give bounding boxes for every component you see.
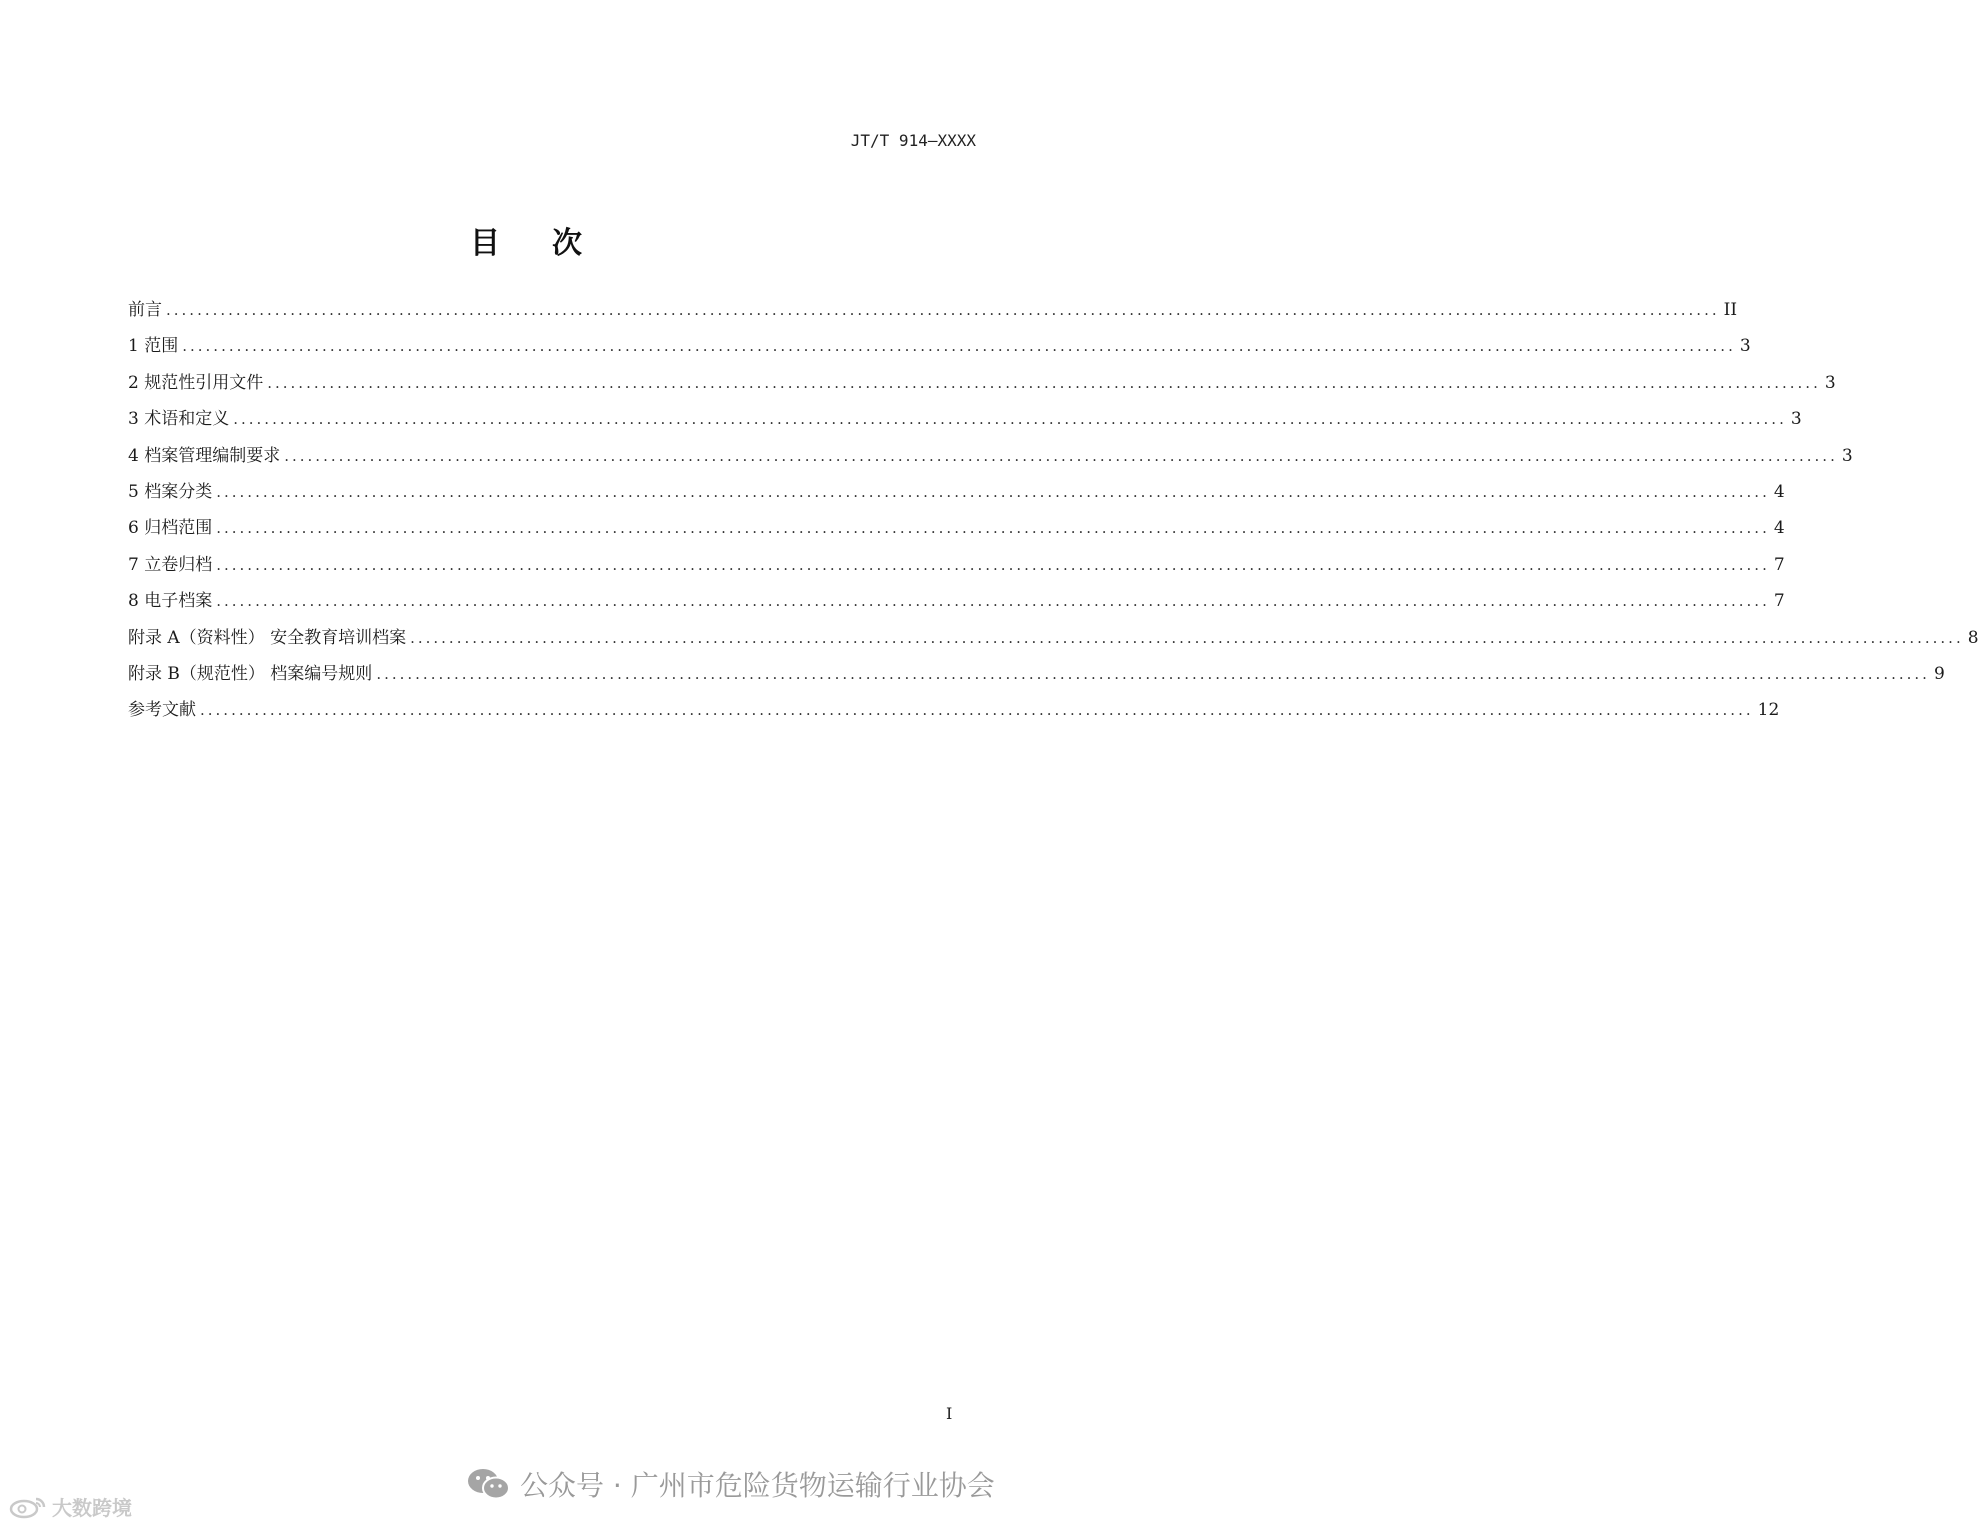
page-number: I bbox=[946, 1404, 953, 1423]
toc-entry[interactable] bbox=[128, 624, 1979, 660]
toc-entry-label: 2 规范性引用文件 bbox=[128, 372, 264, 393]
toc-entry-page: 3 bbox=[1824, 372, 1836, 393]
toc-entry-label: 6 归档范围 bbox=[128, 518, 213, 539]
toc-entry-label: 前言 bbox=[128, 300, 162, 320]
toc-entry-page: 4 bbox=[1773, 481, 1785, 502]
dot-leader: ........................................................................................................................................................................................................ bbox=[216, 555, 1770, 574]
weibo-logo-icon bbox=[8, 1495, 48, 1519]
toc-entry-label: 3 术语和定义 bbox=[128, 409, 230, 430]
standard-code: JT/T 914—XXXX bbox=[850, 131, 976, 150]
wechat-account-name: 公众号 · 广州市危险货物运输行业协会 bbox=[520, 1469, 995, 1502]
toc-entry-page: 3 bbox=[1739, 336, 1751, 357]
toc-entry-label: 参考文献 bbox=[128, 700, 196, 721]
toc-entry-page: 7 bbox=[1773, 591, 1785, 612]
toc-entry-label: 1 范围 bbox=[128, 336, 179, 357]
toc-entry-label: 附录 B（规范性） 档案编号规则 bbox=[128, 663, 373, 684]
toc-entry-page: 3 bbox=[1790, 409, 1802, 430]
dot-leader: ........................................................................................................................................................................................................ bbox=[267, 373, 1821, 392]
page-title: 目次 bbox=[470, 226, 634, 261]
table-of-contents bbox=[128, 296, 1979, 733]
toc-entry-page: II bbox=[1723, 300, 1738, 320]
toc-entry[interactable] bbox=[128, 478, 1785, 514]
toc-entry-label: 8 电子档案 bbox=[128, 591, 213, 612]
toc-entry[interactable] bbox=[128, 405, 1802, 441]
toc-entry[interactable] bbox=[128, 332, 1751, 368]
watermark bbox=[8, 1492, 132, 1521]
toc-entry-label: 附录 A（资料性） 安全教育培训档案 bbox=[128, 627, 407, 648]
dot-leader: ........................................................................................................................................................................................................ bbox=[166, 301, 1720, 319]
toc-entry-label: 4 档案管理编制要求 bbox=[128, 445, 281, 466]
toc-entry-label: 7 立卷归档 bbox=[128, 554, 213, 575]
dot-leader: ........................................................................................................................................................................................................ bbox=[216, 592, 1770, 611]
dot-leader: ........................................................................................................................................................................................................ bbox=[216, 519, 1770, 538]
toc-entry-page: 7 bbox=[1773, 554, 1785, 575]
wechat-account-footer[interactable] bbox=[466, 1464, 995, 1504]
toc-entry[interactable] bbox=[128, 551, 1785, 587]
dot-leader: ........................................................................................................................................................................................................ bbox=[216, 482, 1770, 501]
toc-entry-page: 9 bbox=[1933, 663, 1945, 684]
toc-entry[interactable] bbox=[128, 587, 1785, 623]
toc-entry[interactable] bbox=[128, 514, 1785, 550]
toc-entry-page: 12 bbox=[1757, 700, 1780, 721]
toc-entry[interactable] bbox=[128, 696, 1780, 732]
toc-entry-page: 8 bbox=[1967, 627, 1979, 648]
toc-entry[interactable] bbox=[128, 442, 1853, 478]
toc-entry-page: 3 bbox=[1841, 445, 1853, 466]
dot-leader: ........................................................................................................................................................................................................ bbox=[182, 337, 1736, 356]
dot-leader: ........................................................................................................................................................................................................ bbox=[284, 446, 1838, 465]
toc-entry-page: 4 bbox=[1773, 518, 1785, 539]
toc-entry[interactable] bbox=[128, 660, 1945, 696]
toc-entry[interactable] bbox=[128, 369, 1836, 405]
wechat-icon bbox=[466, 1467, 512, 1501]
toc-entry[interactable] bbox=[128, 296, 1738, 332]
dot-leader: ........................................................................................................................................................................................................ bbox=[200, 701, 1754, 720]
dot-leader: ........................................................................................................................................................................................................ bbox=[233, 410, 1787, 429]
dot-leader: ........................................................................................................................................................................................................ bbox=[376, 664, 1930, 683]
watermark-text: 大数跨境 bbox=[52, 1496, 132, 1520]
dot-leader: ........................................................................................................................................................................................................ bbox=[410, 628, 1964, 647]
toc-entry-label: 5 档案分类 bbox=[128, 481, 213, 502]
